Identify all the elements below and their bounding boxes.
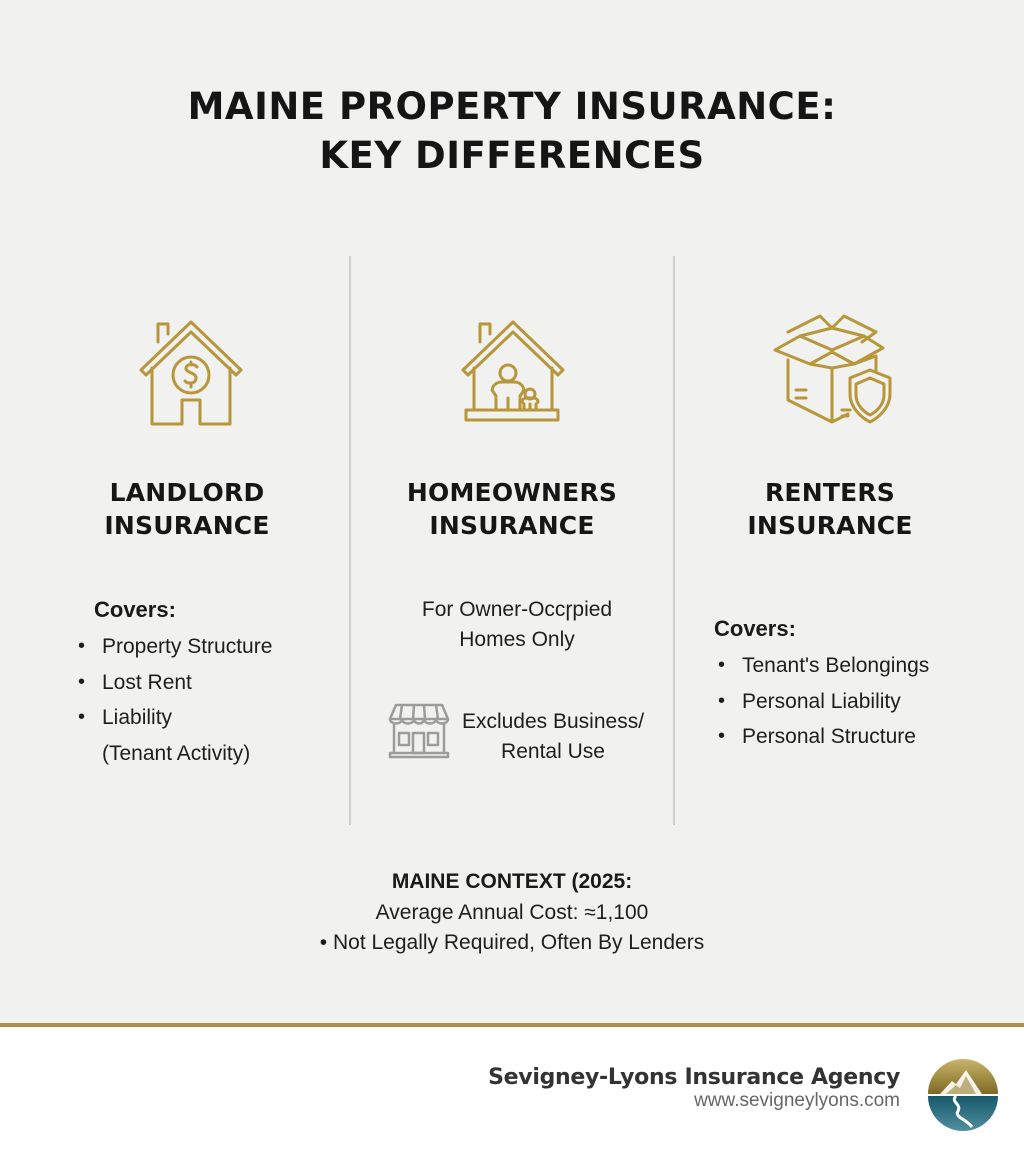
mountain-river-logo	[926, 1057, 1000, 1136]
note-line: Homes Only	[459, 628, 575, 651]
page-title	[0, 82, 1024, 180]
column-divider-left	[349, 256, 351, 825]
list-item: • Personal Structure	[718, 719, 929, 755]
heading-line: INSURANCE	[747, 511, 913, 540]
landlord-heading	[87, 476, 287, 542]
list-item: • Tenant's Belongings	[718, 648, 929, 684]
agency-name: Sevigney-Lyons Insurance Agency	[488, 1065, 900, 1090]
list-item: • Lost Rent	[78, 665, 272, 701]
list-item: • Property Structure	[78, 629, 272, 665]
renters-heading	[710, 476, 950, 542]
heading-line: LANDLORD	[109, 478, 265, 507]
heading-line: INSURANCE	[104, 511, 270, 540]
list-item-continuation: (Tenant Activity)	[102, 741, 251, 765]
box-shield-icon	[770, 308, 896, 430]
landlord-covers-label: Covers:	[94, 597, 176, 622]
legal-requirement-line: • Not Legally Required, Often By Lenders	[319, 931, 705, 954]
renters-covers-list	[718, 648, 929, 755]
landlord-covers-list	[78, 629, 272, 771]
homeowners-heading	[392, 476, 632, 542]
storefront-icon	[388, 703, 450, 759]
column-divider-right	[673, 256, 675, 825]
house-family-icon	[458, 318, 568, 428]
heading-line: HOMEOWNERS	[406, 478, 618, 507]
house-dollar-icon	[136, 318, 246, 428]
owner-occupied-note	[392, 595, 642, 655]
heading-line: INSURANCE	[429, 511, 595, 540]
note-line: Rental Use	[501, 740, 605, 763]
agency-url[interactable]: www.sevigneylyons.com	[694, 1090, 900, 1111]
note-line: For Owner-Occɼpied	[421, 598, 613, 621]
title-line-2: KEY DIFFERENCES	[319, 134, 705, 177]
list-item: • Liability	[78, 700, 272, 736]
heading-line: RENTERS	[764, 478, 896, 507]
note-line: Excludes Business/	[461, 710, 645, 733]
title-line-1: MAINE PROPERTY INSURANCE:	[187, 85, 837, 128]
average-cost-line: Average Annual Cost: ≈1,100	[375, 901, 649, 924]
list-item: • Personal Liability	[718, 684, 929, 720]
renters-covers-label: Covers:	[714, 616, 796, 641]
business-exclusion-note	[448, 707, 658, 767]
maine-context-title: MAINE CONTEXT (2025:	[391, 870, 633, 893]
